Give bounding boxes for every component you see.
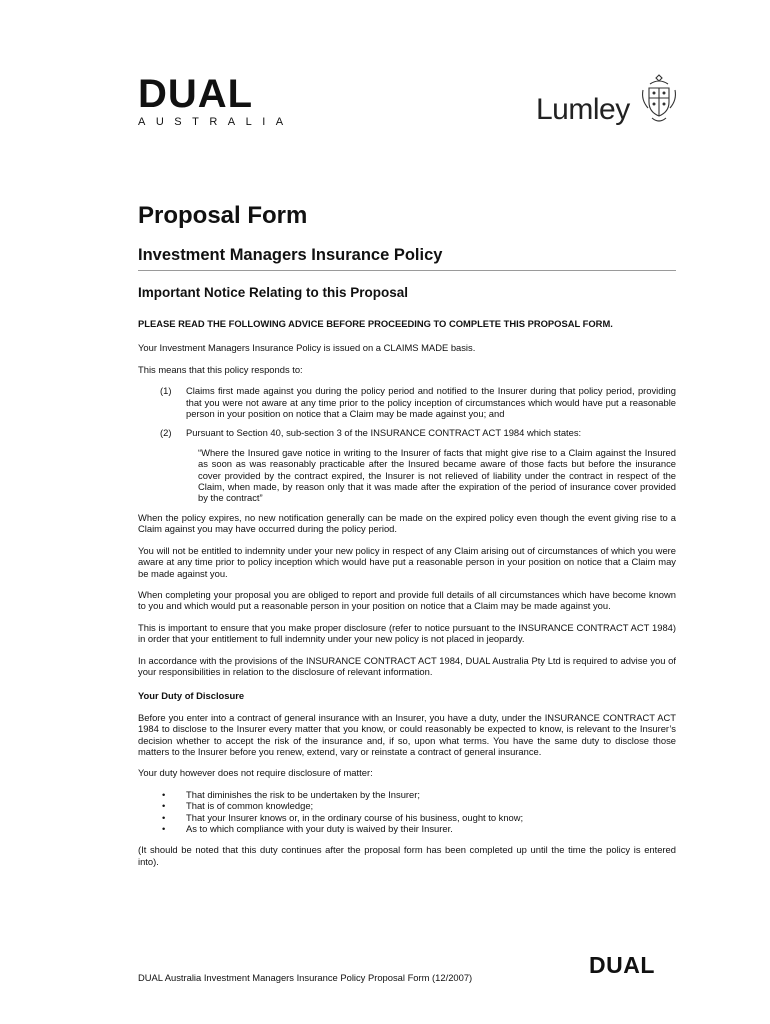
dual-logo-subtext: AUSTRALIA	[138, 116, 294, 128]
lumley-logo	[536, 74, 681, 130]
coverage-list-item	[138, 427, 676, 503]
body-paragraph: This is important to ensure that you make proper disclosure (refer to notice pursuant to the INSURANCE CONTRACT ACT 1984) in order that your entitlement to full indemnity under your new policy is not placed in jeopardy.	[138, 621, 676, 645]
notice-heading: Important Notice Relating to this Proposal	[138, 285, 409, 300]
body-paragraph: You will not be entitled to indemnity under your new policy in respect of any Claim arising out of circumstances of which you were aware at any time prior to policy inception which would have put a reasonable person in your position on notice that a Claim may be made against you.	[138, 544, 676, 579]
bullet-icon: •	[162, 811, 166, 823]
footer-text: DUAL Australia Investment Managers Insurance Policy Proposal Form (12/2007)	[138, 972, 473, 983]
list-number: (2)	[160, 427, 172, 439]
intro-paragraph: Your Investment Managers Insurance Policy is issued on a CLAIMS MADE basis.	[138, 342, 476, 354]
bullet-icon: •	[162, 788, 166, 800]
document-body	[138, 318, 676, 877]
page-title: Proposal Form	[138, 202, 308, 229]
body-paragraph: When completing your proposal you are obliged to report and provide full details of all circumstances which have become known to you and which would put a reasonable person in your position on notice that a Claim may be made against you.	[138, 588, 676, 612]
page-subtitle: Investment Managers Insurance Policy	[138, 246, 443, 264]
bullet-text: As to which compliance with your duty is waived by their Insurer.	[186, 823, 453, 834]
lumley-logo-word: Lumley	[536, 93, 630, 126]
footer-dual-logo: DUAL	[589, 952, 655, 978]
list-number: (1)	[160, 385, 172, 397]
duty-paragraph: Before you enter into a contract of general insurance with an Insurer, you have a duty, under the INSURANCE CONTRACT ACT 1984 to disclose to the Insurer every matter that you know, or could reasonably be expected to know, is relevant to the Insurer’s decision whether to accept the risk of the insurance and, if so, upon what terms. You have the same duty to disclose those matters to the Insurer before you renew, extend, vary or reinstate a contract of general insurance.	[138, 711, 676, 757]
act-quotation: “Where the Insured gave notice in writing to the Insurer of facts that might give rise to a Claim against the Insured as soon as was reasonably practicable after the Insured became aware of those facts but before the insurance cover provided by the contract expired, the Insurer is not relieved of liability under the contract in respect of the Claim, when made, by reason only that it was made after the expiration of the period of insurance cover provided by the contract”	[198, 446, 676, 504]
dual-australia-logo	[138, 74, 294, 129]
duty-exceptions-list	[138, 789, 676, 835]
bullet-text: That your Insurer knows or, in the ordinary course of his business, ought to know;	[186, 811, 524, 823]
list-item	[138, 800, 676, 811]
duty-closing-note: (It should be noted that this duty continues after the proposal form has been completed up until the time the policy is entered into).	[138, 844, 676, 867]
list-item	[138, 823, 676, 834]
coverage-list	[138, 385, 676, 504]
duty-heading: Your Duty of Disclosure	[138, 690, 245, 702]
intro-paragraph: This means that this policy responds to:	[138, 363, 303, 375]
list-item-text: Claims first made against you during the policy period and notified to the Insurer during that policy period, providing that you were not aware at any time prior to the policy inception of circumstances which would have put a reasonable person in your position on notice that a Claim may be made against you; and	[186, 385, 676, 420]
list-item	[138, 789, 676, 800]
coverage-list-item	[138, 385, 676, 419]
list-item	[138, 812, 676, 823]
list-item-text: Pursuant to Section 40, sub-section 3 of the INSURANCE CONTRACT ACT 1984 which states:	[186, 427, 582, 439]
bullet-icon: •	[162, 823, 166, 834]
dual-logo-word: DUAL	[138, 72, 254, 116]
bullet-icon: •	[162, 800, 166, 812]
body-paragraph: In accordance with the provisions of the INSURANCE CONTRACT ACT 1984, DUAL Australia Pty Ltd is required to advise you of your responsibilities in relation to the disclosure of relevant information.	[138, 654, 676, 677]
title-divider	[138, 270, 676, 271]
bullet-text: That diminishes the risk to be undertaken by the Insurer;	[186, 788, 420, 800]
lumley-crest-icon	[640, 74, 678, 130]
bullet-text: That is of common knowledge;	[186, 800, 314, 812]
caps-notice: PLEASE READ THE FOLLOWING ADVICE BEFORE PROCEEDING TO COMPLETE THIS PROPOSAL FORM.	[138, 318, 613, 329]
duty-lead: Your duty however does not require disclosure of matter:	[138, 767, 373, 779]
body-paragraph: When the policy expires, no new notification generally can be made on the expired policy even though the event giving rise to a Claim against you may have occurred during the policy period.	[138, 511, 676, 535]
